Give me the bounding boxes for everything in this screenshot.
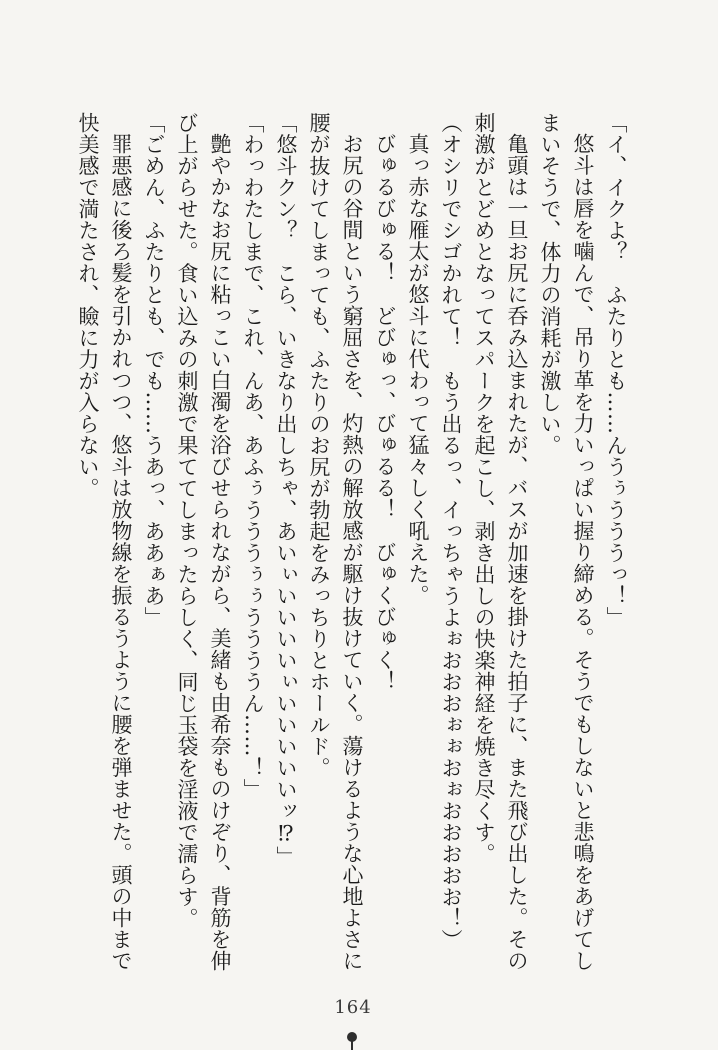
vertical-text-block [68,112,632,986]
text-line: 真っ赤な雁太が悠斗に代わって猛々しく吼えた。 [406,133,430,606]
text-line: 腰が抜けてしまっても、ふたりのお尻が勃起をみっちりとホールド。 [307,112,331,779]
text-line: び上がらせた。食い込みの刺激で果ててしまったらしく、同じ玉袋を淫液で濡らす。 [175,112,199,929]
text-line: 刺激がとどめとなってスパークを起こし、剥き出しの快楽神経を焼き尽くす。 [472,112,496,865]
text-line: （オシリでシゴかれて！ もう出るっ、イっちゃうよぉおおおぉぉおぉおおおおお！） [439,112,463,951]
dot-ornament-icon [347,1032,357,1042]
text-line: お尻の谷間という窮屈さを、灼熱の解放感が駆け抜けていく。蕩けるような心地よさに [340,133,364,972]
text-line: 「ごめん、ふたりとも、でも……うあっ、ああぁあ」 [142,112,166,628]
text-line: びゅるびゅる！ どびゅっ、びゅるる！ びゅくびゅく！ [373,133,397,692]
text-line: 「わっわたしまで、これ、んあ、あふぅうううぅぅううううん……！」 [241,112,265,800]
text-line: 悠斗は唇を噛んで、吊り革を力いっぱい握り締める。そうでもしないと悲鳴をあげてし [571,133,595,972]
text-line: 亀頭は一旦お尻に呑み込まれたが、バスが加速を掛けた拍子に、また飛び出した。その [505,133,529,972]
text-line: 「イ、イクよ？ ふたりとも……んうぅうううっ！」 [604,112,628,628]
page-number: 164 [334,997,372,1018]
text-line: まいそうで、体力の消耗が激しい。 [538,112,562,456]
text-line: 艶やかなお尻に粘っこい白濁を浴びせられながら、美緒も由希奈ものけぞり、背筋を伸 [208,133,232,972]
text-line: 快美感で満たされ、瞼に力が入らない。 [76,112,100,499]
text-line: 罪悪感に後ろ髪を引かれつつ、悠斗は放物線を振るうように腰を弾ませた。頭の中まで [109,133,133,972]
text-line: 「悠斗クン？ こら、いきなり出しちゃ、あいぃいいいいぃいいいいいッ⁉」 [274,112,298,868]
